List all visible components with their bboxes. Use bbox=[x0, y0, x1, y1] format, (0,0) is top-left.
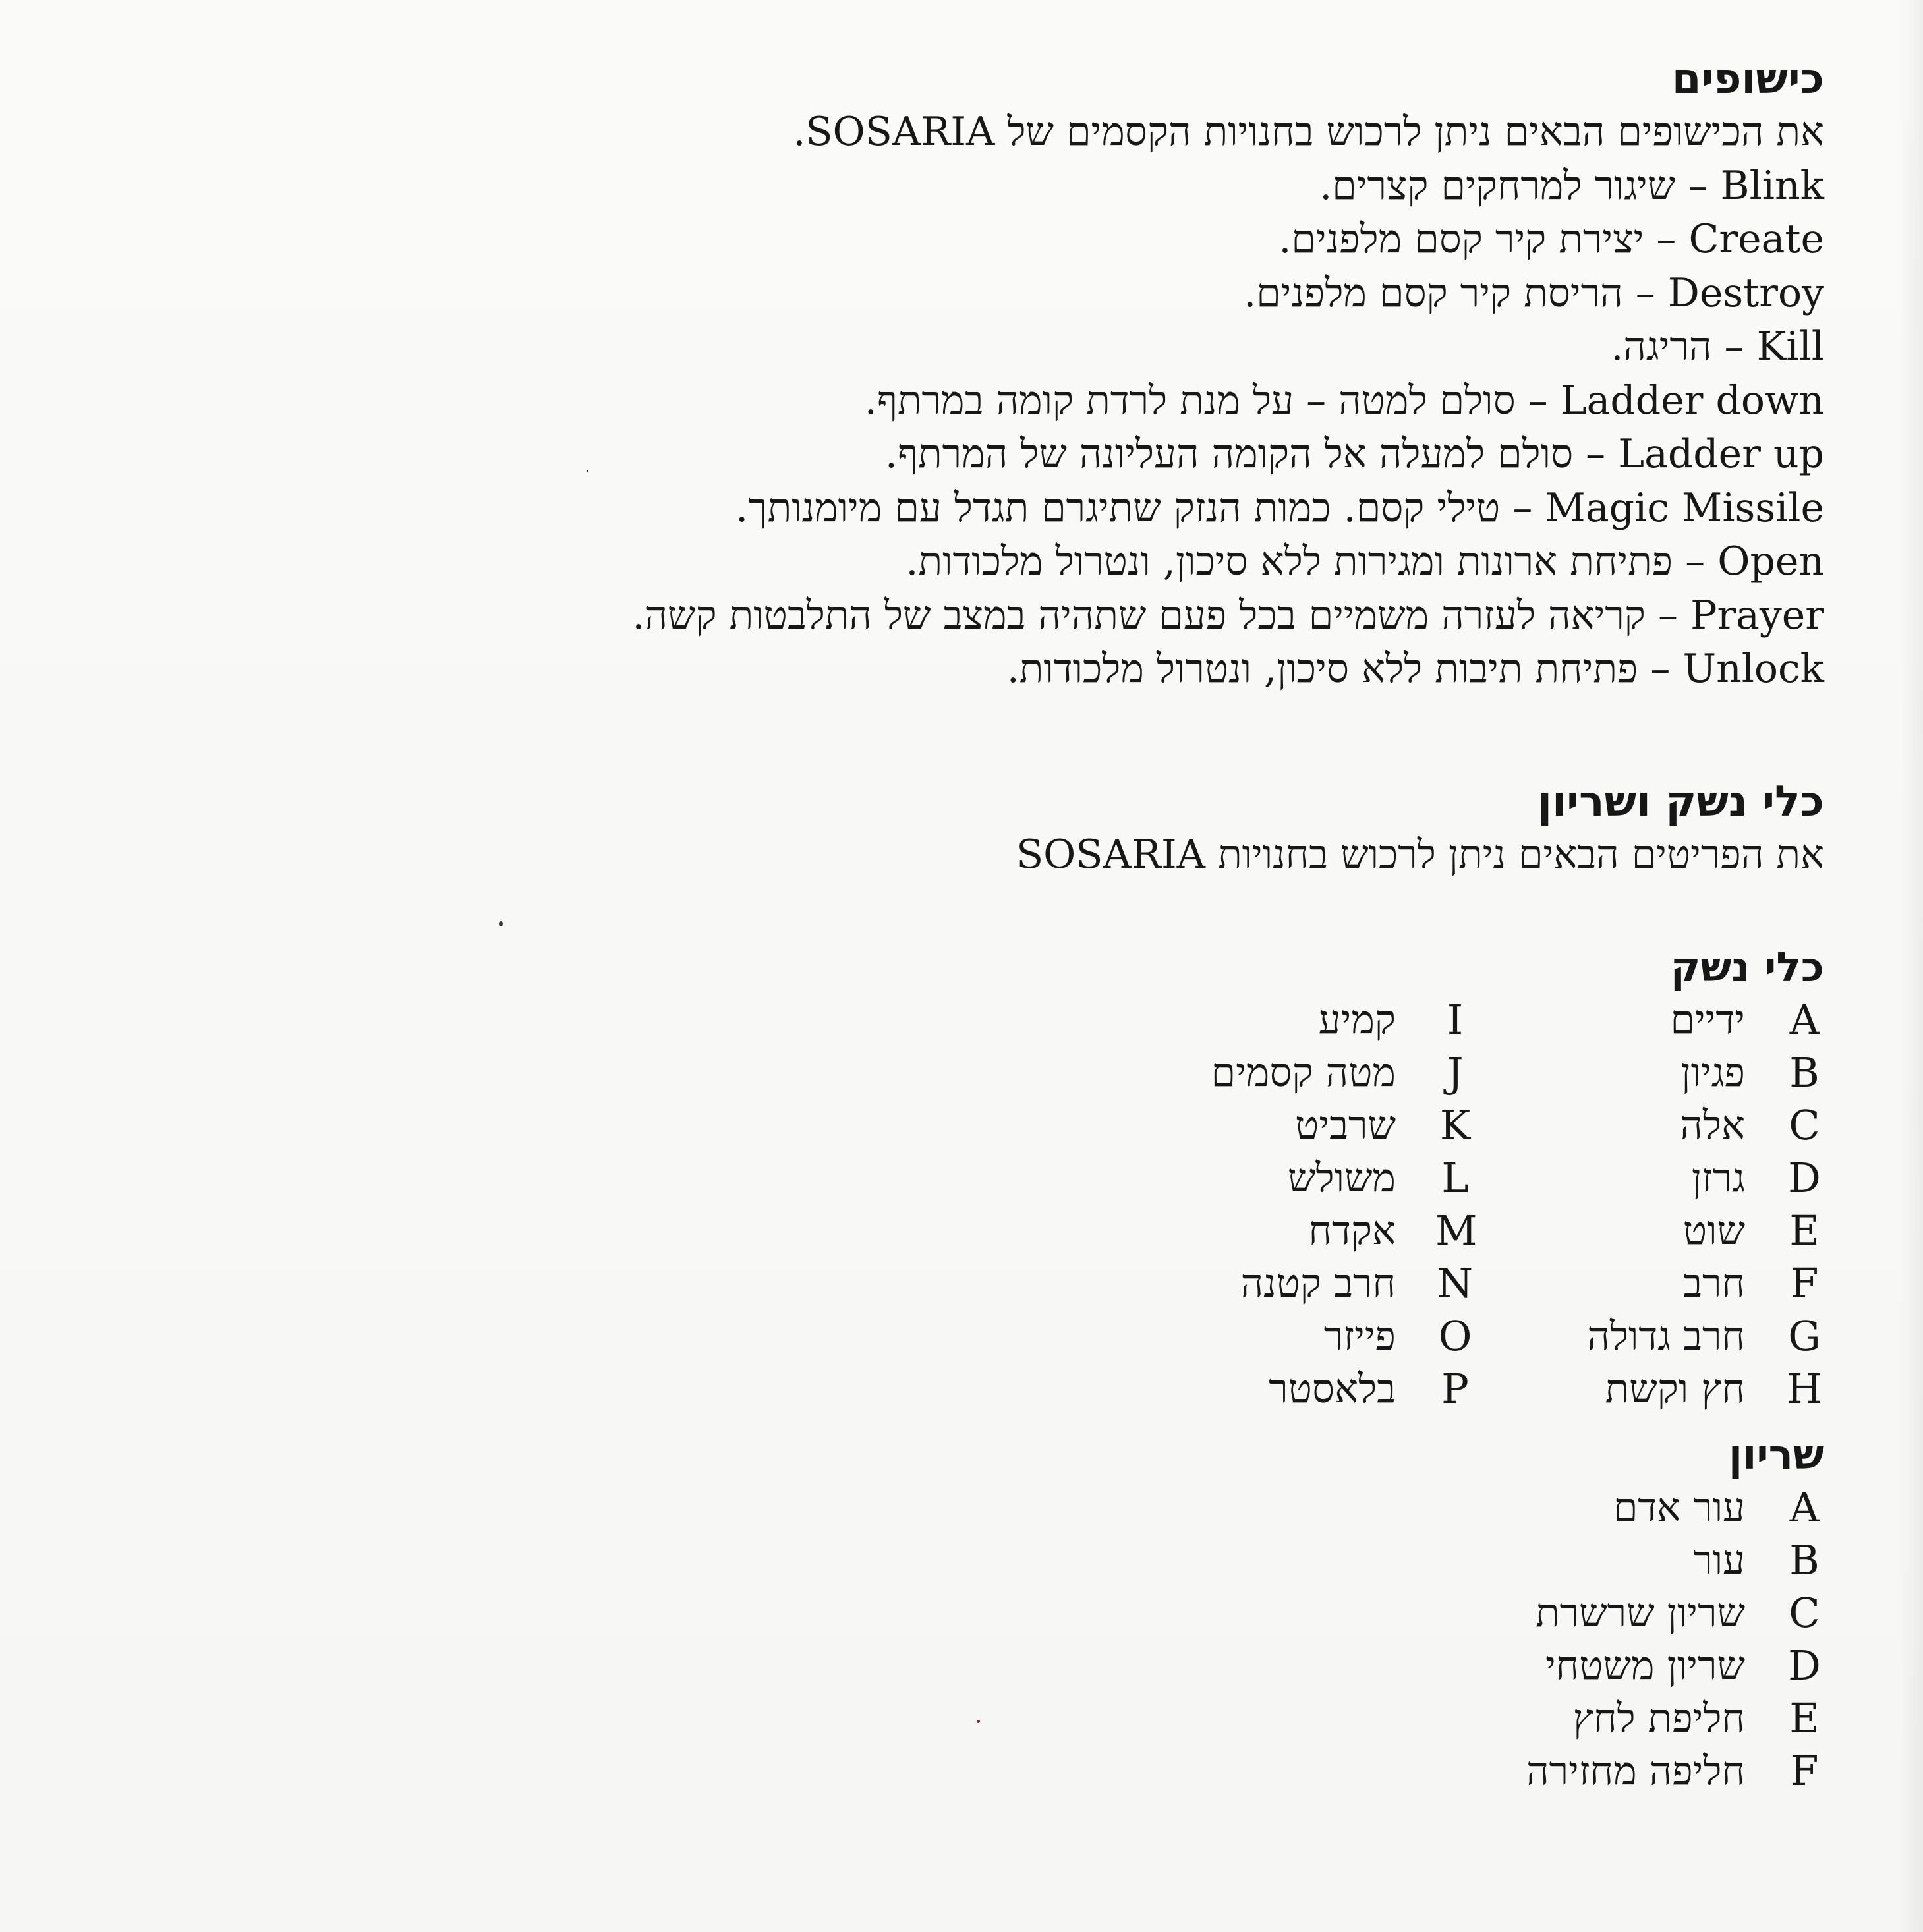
armor-name: שריון משטחי bbox=[1545, 1643, 1745, 1689]
weapon-name: שוט bbox=[1682, 1208, 1745, 1254]
spell-name: Create bbox=[1688, 216, 1824, 262]
section-spacer bbox=[395, 696, 1824, 776]
weapon-row bbox=[395, 1152, 1824, 1205]
weapon-letter: J bbox=[1447, 1048, 1464, 1096]
armor-name: עור אדם bbox=[1613, 1485, 1745, 1531]
weapon-name: מטה קסמים bbox=[1211, 1050, 1396, 1096]
armor-row bbox=[395, 1745, 1824, 1798]
weapon-name: גרזן bbox=[1691, 1155, 1745, 1201]
weapon-row bbox=[395, 994, 1824, 1046]
weapon-letter: K bbox=[1439, 1101, 1471, 1149]
spell-entry: Destroy – הריסת קיר קסם מלפנים. bbox=[1244, 270, 1824, 316]
spells-list bbox=[395, 159, 1824, 696]
weapon-row bbox=[395, 1099, 1824, 1152]
spell-entry: Kill – הריגה. bbox=[1611, 324, 1824, 370]
weapon-letter: O bbox=[1438, 1312, 1472, 1360]
armor-letter: D bbox=[1788, 1641, 1821, 1690]
spell-entry: Open – פתיחת ארונות ומגירות ללא סיכון, ונטרול מלכודות. bbox=[905, 538, 1824, 584]
weapon-name: קמיע bbox=[1318, 997, 1396, 1043]
spell-desc: טילי קסם. כמות הנזק שתיגרם תגדל עם מיומנותך. bbox=[735, 484, 1501, 531]
weapon-name: חרב bbox=[1683, 1261, 1745, 1307]
weapon-row bbox=[395, 1046, 1824, 1099]
weapon-name: בלאסטר bbox=[1269, 1366, 1396, 1412]
armor-list bbox=[395, 1481, 1824, 1798]
armor-letter: F bbox=[1790, 1747, 1819, 1795]
spell-desc: פתיחת ארונות ומגירות ללא סיכון, ונטרול מלכודות. bbox=[905, 538, 1673, 584]
armor-letter: B bbox=[1789, 1536, 1820, 1584]
spell-entry: Create – יצירת קיר קסם מלפנים. bbox=[1278, 216, 1824, 262]
print-speck bbox=[499, 921, 503, 926]
armor-row bbox=[395, 1534, 1824, 1587]
weapon-name: פייזר bbox=[1323, 1313, 1396, 1359]
spells-intro: את הכישופים הבאים ניתן לרכוש בחנויות הקסמים של SOSARIA. bbox=[793, 109, 1824, 155]
spell-desc: קריאה לעזרה משמיים בכל פעם שתהיה במצב של התלבטות קשה. bbox=[632, 592, 1646, 639]
spell-desc: פתיחת תיבות ללא סיכון, ונטרול מלכודות. bbox=[1006, 646, 1638, 692]
weapon-name: אלה bbox=[1680, 1102, 1745, 1149]
print-speck bbox=[977, 1720, 980, 1723]
weapon-letter: D bbox=[1788, 1154, 1821, 1202]
weapon-letter: L bbox=[1441, 1154, 1469, 1202]
armor-row bbox=[395, 1692, 1824, 1745]
spell-name: Open bbox=[1717, 538, 1824, 584]
armor-letter: C bbox=[1789, 1589, 1820, 1637]
spell-entry: Ladder down – סולם למטה – על מנת לרדת קומה במרתף. bbox=[864, 377, 1824, 424]
armor-letter: E bbox=[1789, 1694, 1820, 1742]
weapon-name: ידיים bbox=[1670, 997, 1745, 1043]
spells-heading: כישופים bbox=[1671, 55, 1824, 103]
page-edge-shadow bbox=[1899, 0, 1923, 1932]
weapon-letter: N bbox=[1437, 1259, 1474, 1307]
spell-desc: סולם למעלה אל הקומה העליונה של המרתף. bbox=[884, 431, 1574, 477]
weapon-name: שרביט bbox=[1295, 1102, 1396, 1149]
spell-desc: הריסת קיר קסם מלפנים. bbox=[1244, 270, 1623, 316]
armor-row bbox=[395, 1639, 1824, 1692]
weapon-letter: H bbox=[1786, 1365, 1823, 1413]
spell-name: Unlock bbox=[1682, 646, 1824, 692]
spell-entry: Prayer – קריאה לעזרה משמיים בכל פעם שתהיה במצב של התלבטות קשה. bbox=[632, 592, 1824, 639]
spell-name: Kill bbox=[1756, 324, 1824, 370]
print-speck bbox=[587, 470, 588, 472]
armor-name: שריון שרשרת bbox=[1536, 1590, 1745, 1636]
spell-desc: יצירת קיר קסם מלפנים. bbox=[1278, 216, 1644, 262]
weapon-name: חץ וקשת bbox=[1605, 1366, 1745, 1412]
spell-desc: הריגה. bbox=[1611, 324, 1712, 370]
weapon-letter: A bbox=[1789, 996, 1820, 1044]
armor-name: חליפת לחץ bbox=[1572, 1695, 1745, 1742]
weapon-letter: E bbox=[1789, 1207, 1820, 1255]
weapon-letter: F bbox=[1790, 1259, 1819, 1307]
armor-name: עור bbox=[1693, 1537, 1745, 1583]
armor-heading: שריון bbox=[1728, 1431, 1824, 1479]
weapon-letter: C bbox=[1789, 1101, 1820, 1149]
spell-desc: סולם למטה – על מנת לרדת קומה במרתף. bbox=[864, 377, 1516, 424]
equipment-intro: את הפריטים הבאים ניתן לרכוש בחנויות SOSARIA bbox=[1016, 831, 1824, 878]
armor-letter: A bbox=[1789, 1483, 1820, 1531]
armor-name: חליפה מחזירה bbox=[1526, 1748, 1745, 1794]
spell-entry: Blink – שיגור למרחקים קצרים. bbox=[1319, 162, 1824, 209]
page-content bbox=[395, 53, 1824, 1798]
weapon-letter: M bbox=[1435, 1207, 1478, 1255]
spell-name: Blink bbox=[1720, 162, 1824, 209]
weapon-letter: G bbox=[1788, 1312, 1821, 1360]
spell-name: Destroy bbox=[1667, 270, 1824, 316]
weapons-heading: כלי נשק bbox=[1670, 943, 1824, 991]
spell-entry: Ladder up – סולם למעלה אל הקומה העליונה של המרתף. bbox=[884, 431, 1824, 477]
weapon-name: חרב קטנה bbox=[1240, 1261, 1396, 1307]
weapon-name: משולש bbox=[1288, 1155, 1396, 1201]
spell-entry: Magic Missile – טילי קסם. כמות הנזק שתיגרם תגדל עם מיומנותך. bbox=[735, 484, 1824, 531]
spell-name: Magic Missile bbox=[1545, 484, 1824, 531]
weapon-name: חרב גדולה bbox=[1587, 1313, 1745, 1359]
weapon-row bbox=[395, 1257, 1824, 1310]
weapon-letter: P bbox=[1441, 1365, 1469, 1413]
weapon-letter: B bbox=[1789, 1048, 1820, 1096]
weapon-name: אקדח bbox=[1308, 1208, 1396, 1254]
spell-name: Ladder up bbox=[1618, 431, 1824, 477]
armor-row bbox=[395, 1587, 1824, 1639]
weapon-name: פגיון bbox=[1680, 1050, 1745, 1096]
weapon-row bbox=[395, 1205, 1824, 1257]
spell-name: Prayer bbox=[1690, 592, 1824, 639]
section-spacer bbox=[395, 1415, 1824, 1429]
spell-name: Ladder down bbox=[1560, 377, 1824, 424]
armor-row bbox=[395, 1481, 1824, 1534]
weapon-row bbox=[395, 1310, 1824, 1363]
spell-entry: Unlock – פתיחת תיבות ללא סיכון, ונטרול מלכודות. bbox=[1006, 646, 1824, 692]
equipment-heading: כלי נשק ושריון bbox=[1537, 777, 1824, 826]
weapon-row bbox=[395, 1363, 1824, 1415]
spell-desc: שיגור למרחקים קצרים. bbox=[1319, 162, 1676, 209]
weapons-list bbox=[395, 994, 1824, 1415]
section-spacer bbox=[395, 882, 1824, 941]
weapon-letter: I bbox=[1447, 996, 1464, 1044]
